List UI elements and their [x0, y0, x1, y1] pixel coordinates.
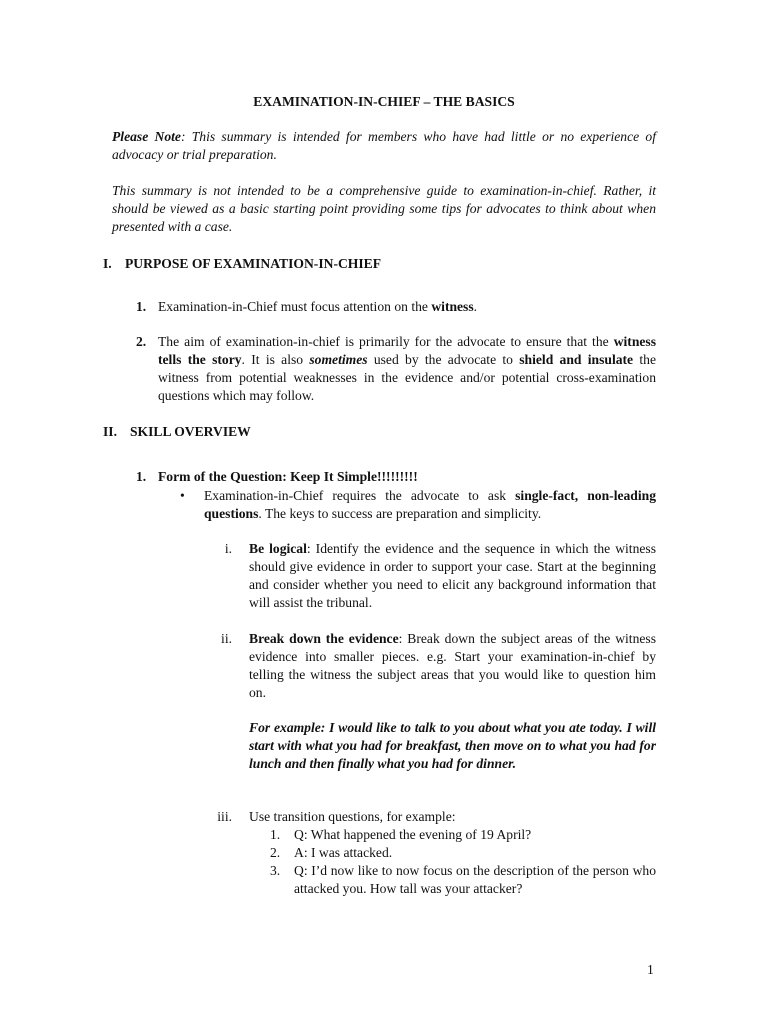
skill-bullet [180, 487, 656, 523]
item-number: 1. [136, 469, 147, 484]
document-title: EXAMINATION-IN-CHIEF – THE BASICS [253, 94, 515, 109]
transition-item-3 [270, 862, 656, 898]
transition-number: 3. [270, 863, 281, 878]
roman-item-iii [208, 808, 656, 826]
item-number: 2. [136, 334, 147, 349]
item-text: The aim of examination-in-chief is primarily for the advocate to ensure that the witness tells the story. It is also sometimes used by the advocate to shield and insulate the witness from potential weaknesses in the evidence and/or potential cross-examination questions which may follow. [158, 334, 656, 403]
transition-text: A: I was attacked. [294, 845, 393, 860]
intro-paragraph: This summary is not intended to be a comprehensive guide to examination-in-chief. Rather, it should be viewed as a basic starting point providing some tips for advocates to think about when presented with a case. [112, 183, 656, 234]
roman-item-ii [208, 630, 656, 702]
transition-number: 1. [270, 827, 281, 842]
roman-number: iii. [217, 809, 232, 824]
transition-text: Q: I’d now like to now focus on the description of the person who attacked you. How tall was your attacker? [294, 863, 656, 896]
section-title: PURPOSE OF EXAMINATION-IN-CHIEF [125, 256, 382, 271]
section-heading-purpose [103, 255, 381, 273]
skill-item-1 [136, 468, 656, 486]
please-note-text: : This summary is intended for members who have had little or no experience of advocacy or trial preparation. [112, 129, 657, 162]
please-note-label: Please Note [112, 129, 181, 144]
transition-item-2 [270, 844, 656, 862]
roman-item-i [208, 540, 656, 612]
transition-text: Q: What happened the evening of 19 April? [294, 827, 532, 842]
roman-number: i. [224, 541, 232, 556]
please-note-paragraph [112, 128, 656, 164]
example-paragraph: For example: I would like to talk to you about what you ate today. I will start with what you had for breakfast, then move on to what you had for lunch and then finally what you had for dinner. [249, 720, 656, 771]
item-title: Form of the Question: Keep It Simple!!!!!!!!! [158, 469, 418, 484]
bullet-text: Examination-in-Chief requires the advocate to ask single-fact, non-leading questions. The keys to success are preparation and simplicity. [204, 488, 656, 521]
item-text: Examination-in-Chief must focus attention on the witness. [158, 299, 478, 314]
roman-number: ii. [221, 631, 232, 646]
page-number: 1 [647, 962, 654, 977]
transition-item-1 [270, 826, 656, 844]
item-number: 1. [136, 299, 147, 314]
purpose-item-2 [136, 333, 656, 405]
roman-text: Break down the evidence: Break down the subject areas of the witness evidence into smaller pieces. e.g. Start your examination-in-chief by telling the witness the subject areas that you would like to question him on. [249, 631, 656, 700]
purpose-item-1 [136, 298, 656, 316]
section-title: SKILL OVERVIEW [130, 424, 251, 439]
roman-text: Use transition questions, for example: [249, 809, 456, 824]
section-number: I. [103, 256, 112, 271]
transition-number: 2. [270, 845, 281, 860]
roman-text: Be logical: Identify the evidence and the sequence in which the witness should give evidence in order to support your case. Start at the beginning and consider whether you need to elicit any background information that will assist the tribunal. [249, 541, 656, 610]
bullet-icon: • [180, 488, 185, 503]
section-number: II. [103, 424, 117, 439]
section-heading-skill [103, 423, 251, 441]
